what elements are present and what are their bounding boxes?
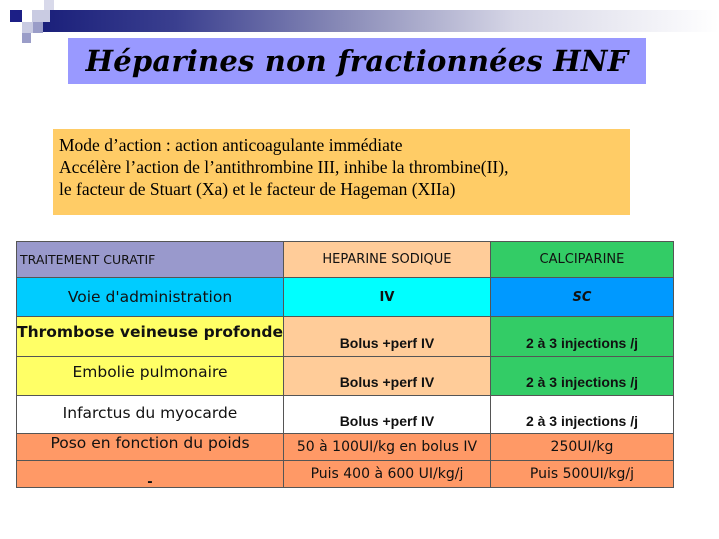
- header-label-cell: TRAITEMENT CURATIF: [17, 242, 284, 278]
- header-calciparine: CALCIPARINE: [490, 242, 673, 278]
- decor-square: [22, 33, 31, 43]
- cell-calciparine: 2 à 3 injections /j: [490, 357, 673, 396]
- cell-heparine: 50 à 100UI/kg en bolus IV: [284, 434, 491, 461]
- decor-square: [44, 0, 54, 10]
- table-row: [17, 434, 674, 461]
- slide-title: Héparines non fractionnées HNF: [85, 44, 629, 78]
- cell-heparine: IV: [284, 278, 491, 317]
- row-label: Infarctus du myocarde: [17, 396, 284, 434]
- table-row: [17, 357, 674, 396]
- row-label: Poso en fonction du poids: [17, 434, 284, 461]
- treatment-table: [16, 241, 674, 488]
- table-header-row: [17, 242, 674, 278]
- cell-heparine: Bolus +perf IV: [284, 357, 491, 396]
- decor-square: [32, 10, 50, 22]
- slide-title-box: [68, 38, 646, 84]
- cell-heparine: Bolus +perf IV: [284, 396, 491, 434]
- mode-action-box: [53, 129, 630, 215]
- table-row: [17, 396, 674, 434]
- header-gradient-bar: [40, 10, 719, 32]
- decor-square: [22, 22, 33, 33]
- cell-calciparine: SC: [490, 278, 673, 317]
- table-row: [17, 317, 674, 357]
- info-line: Mode d’action : action anticoagulante immédiate: [59, 135, 403, 155]
- row-label: Embolie pulmonaire: [17, 357, 284, 396]
- info-line: le facteur de Stuart (Xa) et le facteur de Hageman (XIIa): [59, 179, 456, 199]
- row-label: Thrombose veineuse profonde: [17, 317, 284, 357]
- cell-calciparine: 2 à 3 injections /j: [490, 317, 673, 357]
- info-line: Accélère l’action de l’antithrombine III, inhibe la thrombine(II),: [59, 157, 509, 177]
- table-row: [17, 461, 674, 488]
- cell-calciparine: 2 à 3 injections /j: [490, 396, 673, 434]
- header-heparine-sodique: HEPARINE SODIQUE: [284, 242, 491, 278]
- decor-square: [33, 22, 43, 33]
- row-label: -: [17, 461, 284, 488]
- row-label: Voie d'administration: [17, 278, 284, 317]
- cell-calciparine: 250UI/kg: [490, 434, 673, 461]
- cell-calciparine: Puis 500UI/kg/j: [490, 461, 673, 488]
- table-row: [17, 278, 674, 317]
- decor-square: [10, 10, 22, 22]
- cell-heparine: Puis 400 à 600 UI/kg/j: [284, 461, 491, 488]
- cell-heparine: Bolus +perf IV: [284, 317, 491, 357]
